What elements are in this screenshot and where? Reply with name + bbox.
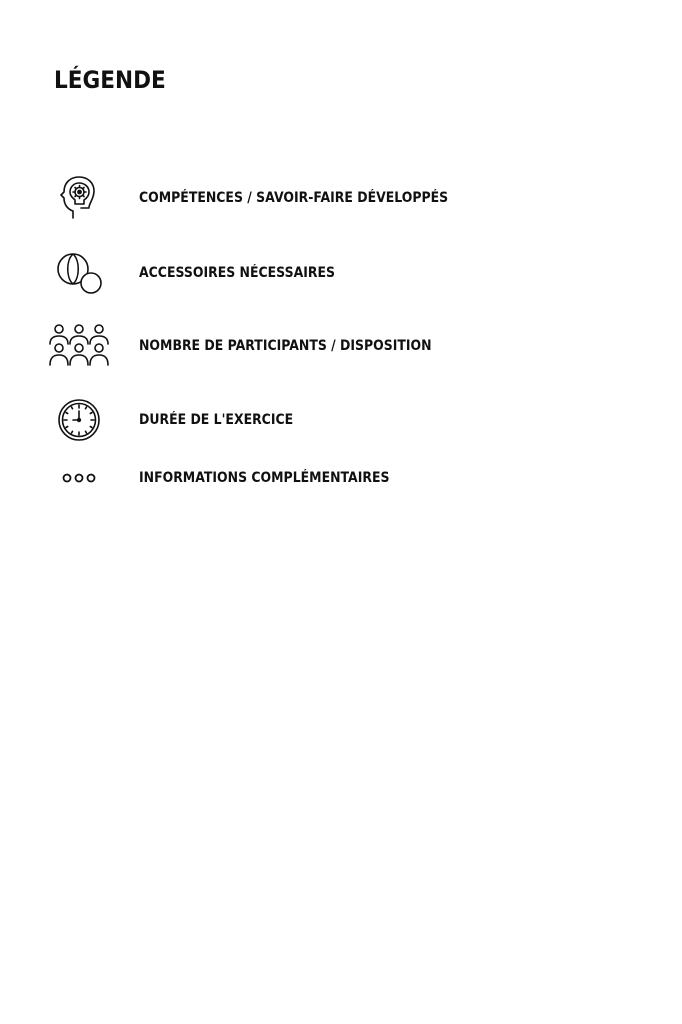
legend-item-duree [46, 390, 646, 450]
legend-label: NOMBRE DE PARTICIPANTS / DISPOSITION [139, 338, 432, 354]
legend-label: COMPÉTENCES / SAVOIR-FAIRE DÉVELOPPÉS [139, 190, 449, 206]
clock-icon [46, 390, 112, 450]
legend-item-competences [46, 168, 646, 228]
legend-label: ACCESSOIRES NÉCESSAIRES [139, 265, 335, 281]
group-people-icon [46, 316, 112, 376]
legend-label: INFORMATIONS COMPLÉMENTAIRES [139, 470, 390, 486]
legend-item-participants [46, 316, 646, 376]
balls-icon [46, 243, 112, 303]
legend-item-informations [46, 448, 646, 508]
legend-item-accessoires [46, 243, 646, 303]
ellipsis-icon [46, 448, 112, 508]
page-title: LÉGENDE [54, 66, 166, 94]
legend-label: DURÉE DE L'EXERCICE [139, 412, 294, 428]
head-gear-bulb-icon [46, 168, 112, 228]
